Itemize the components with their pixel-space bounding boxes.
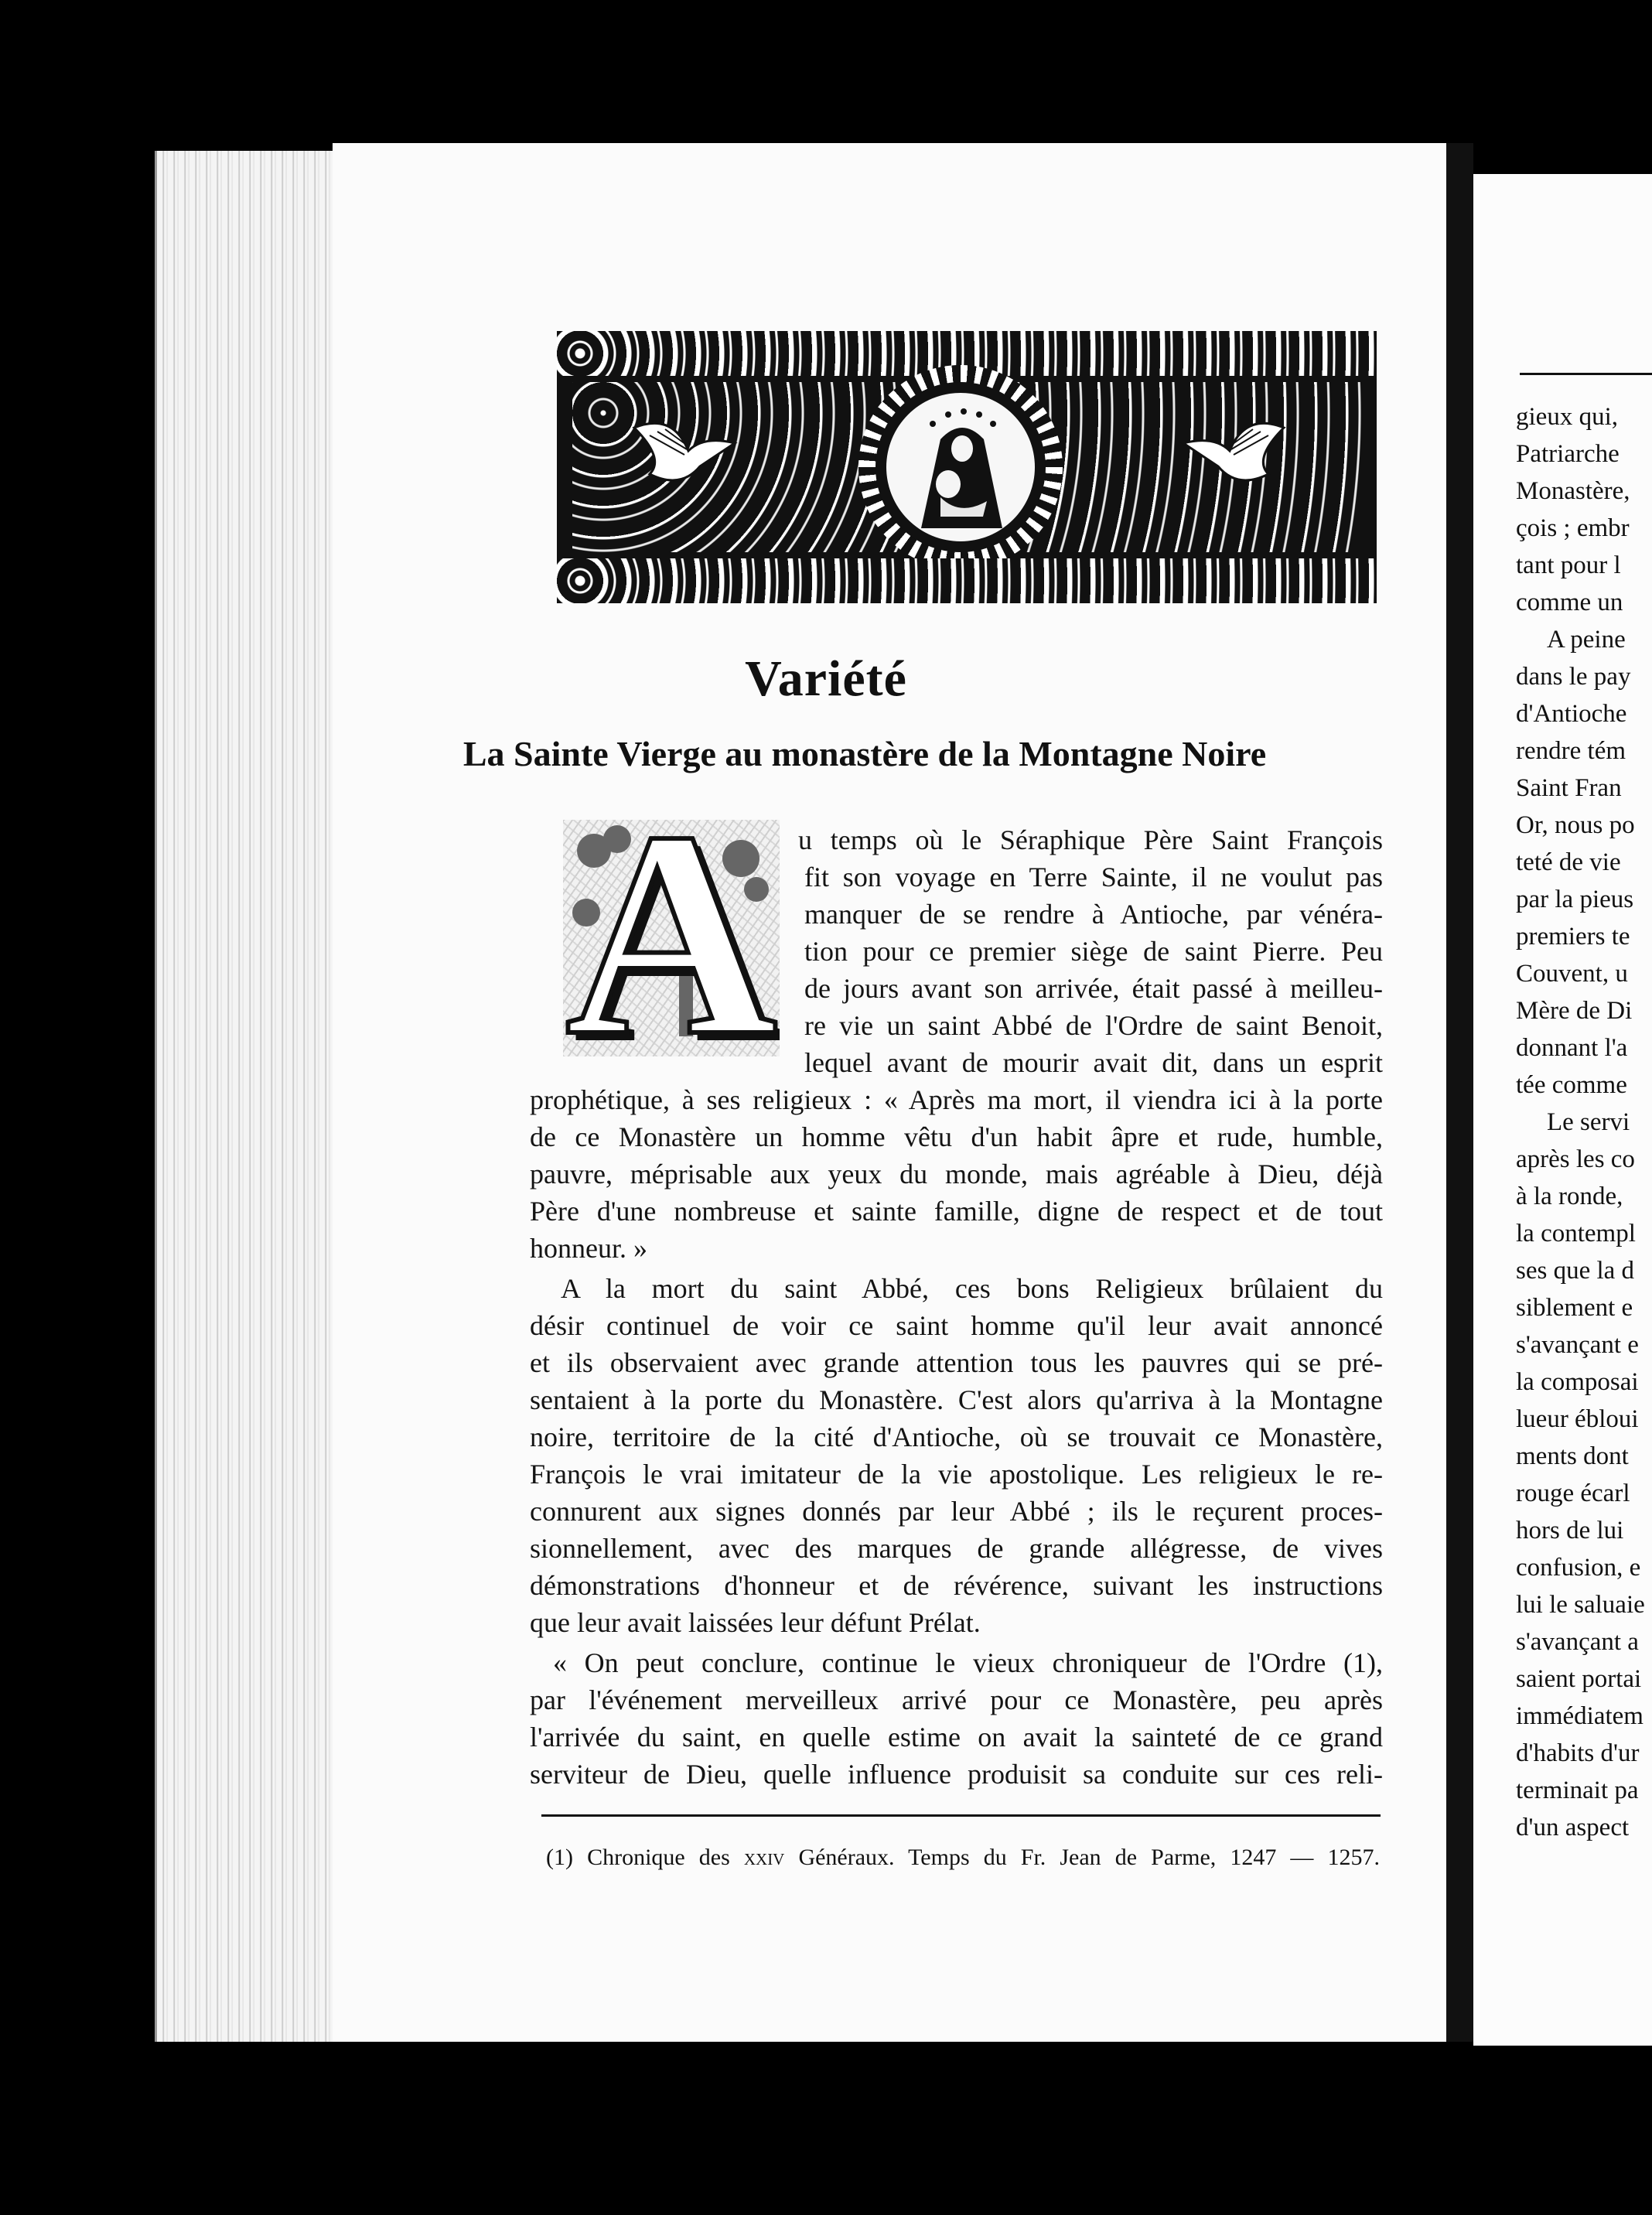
text-line: Père d'une nombreuse et sainte famille, digne de respect et de tout <box>530 1196 1383 1227</box>
right-line: dans le pay <box>1516 663 1631 691</box>
right-page <box>1473 174 1652 2046</box>
right-line: Patriarche <box>1516 440 1620 468</box>
right-page-text <box>1516 398 1645 1846</box>
section-title: Variété <box>745 650 907 707</box>
right-line: confusion, e <box>1516 1554 1641 1582</box>
right-line: d'habits d'ur <box>1516 1739 1640 1767</box>
right-line: saient portai <box>1516 1665 1642 1693</box>
text-line: connurent aux signes donnés par leur Abbé ; ils le reçurent proces- <box>530 1496 1383 1527</box>
right-page-rule <box>1520 373 1652 375</box>
text-line: par l'événement merveilleux arrivé pour ce Monastère, peu après <box>530 1684 1383 1715</box>
right-line: la composai <box>1516 1368 1639 1396</box>
right-line: comme un <box>1516 589 1623 616</box>
footnote <box>546 1842 1380 1873</box>
dove-right-icon <box>1176 412 1292 497</box>
footnote-rule <box>541 1814 1381 1817</box>
text-line: désir continuel de voir ce saint homme qu'il leur avait annoncé <box>530 1310 1383 1341</box>
right-line: Mère de Di <box>1516 997 1633 1025</box>
footnote-text-before: Chronique des <box>587 1845 730 1870</box>
right-line: Or, nous po <box>1516 811 1635 839</box>
text-line: sentaient à la porte du Monastère. C'est alors qu'arriva à la Montagne <box>530 1384 1383 1415</box>
right-line: gieux qui, <box>1516 403 1618 431</box>
right-line: à la ronde, <box>1516 1183 1623 1210</box>
right-line: la contempl <box>1516 1220 1636 1247</box>
headpiece-bottom-border <box>557 558 1377 603</box>
article-title: La Sainte Vierge au monastère de la Montagne Noire <box>462 734 1267 773</box>
right-line: après les co <box>1516 1145 1635 1173</box>
book-gutter <box>1446 143 1473 2042</box>
page-edges <box>155 151 339 2042</box>
right-line: tée comme <box>1516 1071 1627 1099</box>
right-line: Le servi <box>1547 1108 1630 1136</box>
right-line: Couvent, u <box>1516 960 1628 988</box>
ornamental-headpiece <box>557 331 1377 603</box>
right-line: par la pieus <box>1516 886 1634 913</box>
right-line: lui le saluaie <box>1516 1591 1645 1619</box>
right-line: immédiatem <box>1516 1702 1643 1730</box>
right-line: teté de vie <box>1516 848 1621 876</box>
right-line: A peine <box>1547 626 1626 654</box>
right-line: siblement e <box>1516 1294 1633 1322</box>
text-line: démonstrations d'honneur et de révérence, suivant les instructions <box>530 1570 1383 1601</box>
right-line: tant pour l <box>1516 551 1621 579</box>
text-line: de jours avant son arrivée, était passé à meilleu- <box>804 973 1383 1004</box>
footnote-marker: (1) <box>546 1845 573 1870</box>
dove-left-icon <box>626 412 742 497</box>
text-line: u temps où le Séraphique Père Saint François <box>798 824 1383 855</box>
text-line: l'arrivée du saint, en quelle estime on avait la sainteté de ce grand <box>530 1722 1383 1753</box>
text-line: fit son voyage en Terre Sainte, il ne voulut pas <box>804 862 1383 892</box>
text-line: pauvre, méprisable aux yeux du monde, mais agréable à Dieu, déjà <box>530 1159 1383 1189</box>
text-line: que leur avait laissées leur défunt Prélat. <box>530 1607 981 1638</box>
right-line: Monastère, <box>1516 477 1630 505</box>
text-line: « On peut conclure, continue le vieux chroniqueur de l'Ordre (1), <box>553 1647 1383 1678</box>
footnote-numeral: xxiv <box>743 1845 785 1870</box>
text-line: lequel avant de mourir avait dit, dans un esprit <box>804 1047 1383 1078</box>
footnote-text-after: Généraux. Temps du Fr. Jean de Parme, 1247 — 1257. <box>798 1845 1381 1870</box>
right-line: lueur ébloui <box>1516 1405 1639 1433</box>
text-line: manquer de se rendre à Antioche, par vénéra- <box>804 899 1383 930</box>
drop-cap-letter: A <box>565 820 778 1056</box>
right-line: d'Antioche <box>1516 700 1627 728</box>
right-line: hors de lui <box>1516 1517 1624 1544</box>
virgin-and-child-icon <box>886 393 1035 541</box>
right-line: s'avançant a <box>1516 1628 1639 1656</box>
text-line: François le vrai imitateur de la vie apostolique. Les religieux le re- <box>530 1459 1383 1490</box>
drop-cap-initial <box>563 820 780 1056</box>
right-line: ments dont <box>1516 1442 1629 1470</box>
right-line: çois ; embr <box>1516 514 1630 542</box>
right-line: premiers te <box>1516 923 1630 951</box>
text-line: re vie un saint Abbé de l'Ordre de saint Benoit, <box>804 1010 1383 1041</box>
right-line: ses que la d <box>1516 1257 1635 1285</box>
right-line: d'un aspect <box>1516 1814 1630 1841</box>
text-line: sionnellement, avec des marques de grande allégresse, de vives <box>530 1533 1383 1564</box>
right-line: donnant l'a <box>1516 1034 1628 1062</box>
right-line: terminait pa <box>1516 1776 1639 1804</box>
text-line: serviteur de Dieu, quelle influence produisit sa conduite sur ces reli- <box>530 1759 1383 1790</box>
right-line: Saint Fran <box>1516 774 1622 802</box>
text-line: et ils observaient avec grande attention tous les pauvres qui se pré- <box>530 1347 1383 1378</box>
text-line: noire, territoire de la cité d'Antioche, où se trouvait ce Monastère, <box>530 1421 1383 1452</box>
right-line: rouge écarl <box>1516 1480 1630 1507</box>
text-line: A la mort du saint Abbé, ces bons Religieux brûlaient du <box>561 1273 1383 1304</box>
right-line: rendre tém <box>1516 737 1626 765</box>
right-line: s'avançant e <box>1516 1331 1639 1359</box>
text-line: tion pour ce premier siège de saint Pierre. Peu <box>804 936 1383 967</box>
virgin-medallion <box>858 365 1063 569</box>
text-line: de ce Monastère un homme vêtu d'un habit âpre et rude, humble, <box>530 1121 1383 1152</box>
text-line: honneur. » <box>530 1233 647 1264</box>
text-line: prophétique, à ses religieux : « Après ma mort, il viendra ici à la porte <box>530 1084 1383 1115</box>
